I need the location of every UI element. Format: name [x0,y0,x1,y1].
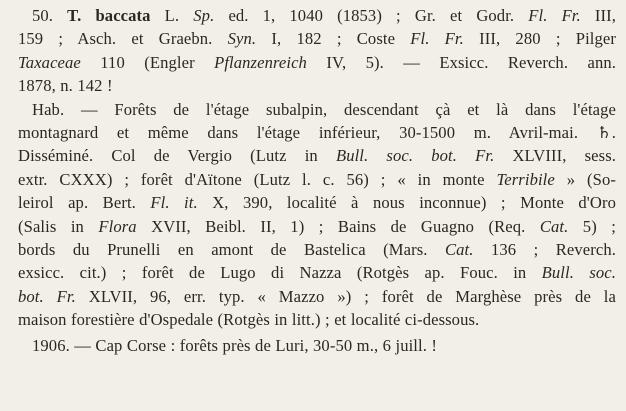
habitat-line-4: extr. CXXX) ; forêt d'Aïtone (Lutz l. c. 56) ; « in monte Terribile » (So- [18,169,616,189]
italic-citation: Fl. it. [150,193,198,213]
italic-citation: Terribile [496,169,555,189]
italic-citation: Flora [98,216,137,236]
habitat-line-8: exsicc. cit.) ; forêt de Lugo di Nazza (Rotgès ap. Fouc. in Bull. soc. [18,263,616,283]
italic-citation: Taxaceae [18,52,81,72]
italic-citation: Pflanzenreich [214,52,307,72]
italic-citation: Bull. soc. bot. Fr. [335,146,495,166]
entry-line-3: Taxaceae 110 (Engler Pflanzenreich IV, 5). — Exsicc. Reverch. ann. [18,52,616,72]
taxon-name: T. baccata [67,6,151,25]
italic-citation: bot. Fr. [18,286,76,306]
habitat-line-1: Hab. — Forêts de l'étage subalpin, descendant çà et là dans l'étage [32,99,616,119]
collection-record: 1906. — Cap Corse : forêts près de Luri, 30-50 m., 6 juill. ! [32,336,438,356]
habitat-line-7: bords du Prunelli en amont de Bastelica (Mars. Cat. 136 ; Reverch. [18,239,616,259]
species-entry [18,4,616,98]
habitat-line-6: (Salis in Flora XVII, Beibl. II, 1) ; Bains de Guagno (Req. Cat. 5) ; [18,216,616,236]
habitat-paragraph [18,98,616,332]
habitat-line-10: maison forestière d'Ospedale (Rotgès in litt.) ; et localité ci-dessous. [18,310,480,330]
entry-line-1-text: L. Sp. ed. 1, 1040 (1853) ; Gr. et Godr. Fl. Fr. III, [164,6,616,25]
habitat-line-5: leirol ap. Bert. Fl. it. X, 390, localité à nous inconnue) ; Monte d'Oro [18,193,616,213]
italic-citation: Sp. [193,6,215,25]
entry-line-2: 159 ; Asch. et Graebn. Syn. I, 182 ; Coste Fl. Fr. III, 280 ; Pilger [18,29,616,49]
italic-citation: Fl. Fr. [410,29,464,49]
italic-citation: Fl. Fr. [528,6,581,25]
italic-citation: Syn. [227,29,257,49]
italic-citation: Cat. [444,239,474,259]
italic-citation: Bull. soc. [541,263,616,283]
entry-number: 50. [32,6,54,25]
entry-line-4: 1878, n. 142 ! [18,76,113,96]
habitat-line-2: montagnard et même dans l'étage inférieur, 30-1500 m. Avril-mai. ♄. [18,122,616,142]
habitat-line-9: bot. Fr. XLVII, 96, err. typ. « Mazzo ») ; forêt de Marghèse près de la [18,286,616,306]
italic-citation: Cat. [539,216,569,236]
habitat-line-3: Disséminé. Col de Vergio (Lutz in Bull. soc. bot. Fr. XLVIII, sess. [18,146,616,166]
entry-line-1 [18,4,616,27]
